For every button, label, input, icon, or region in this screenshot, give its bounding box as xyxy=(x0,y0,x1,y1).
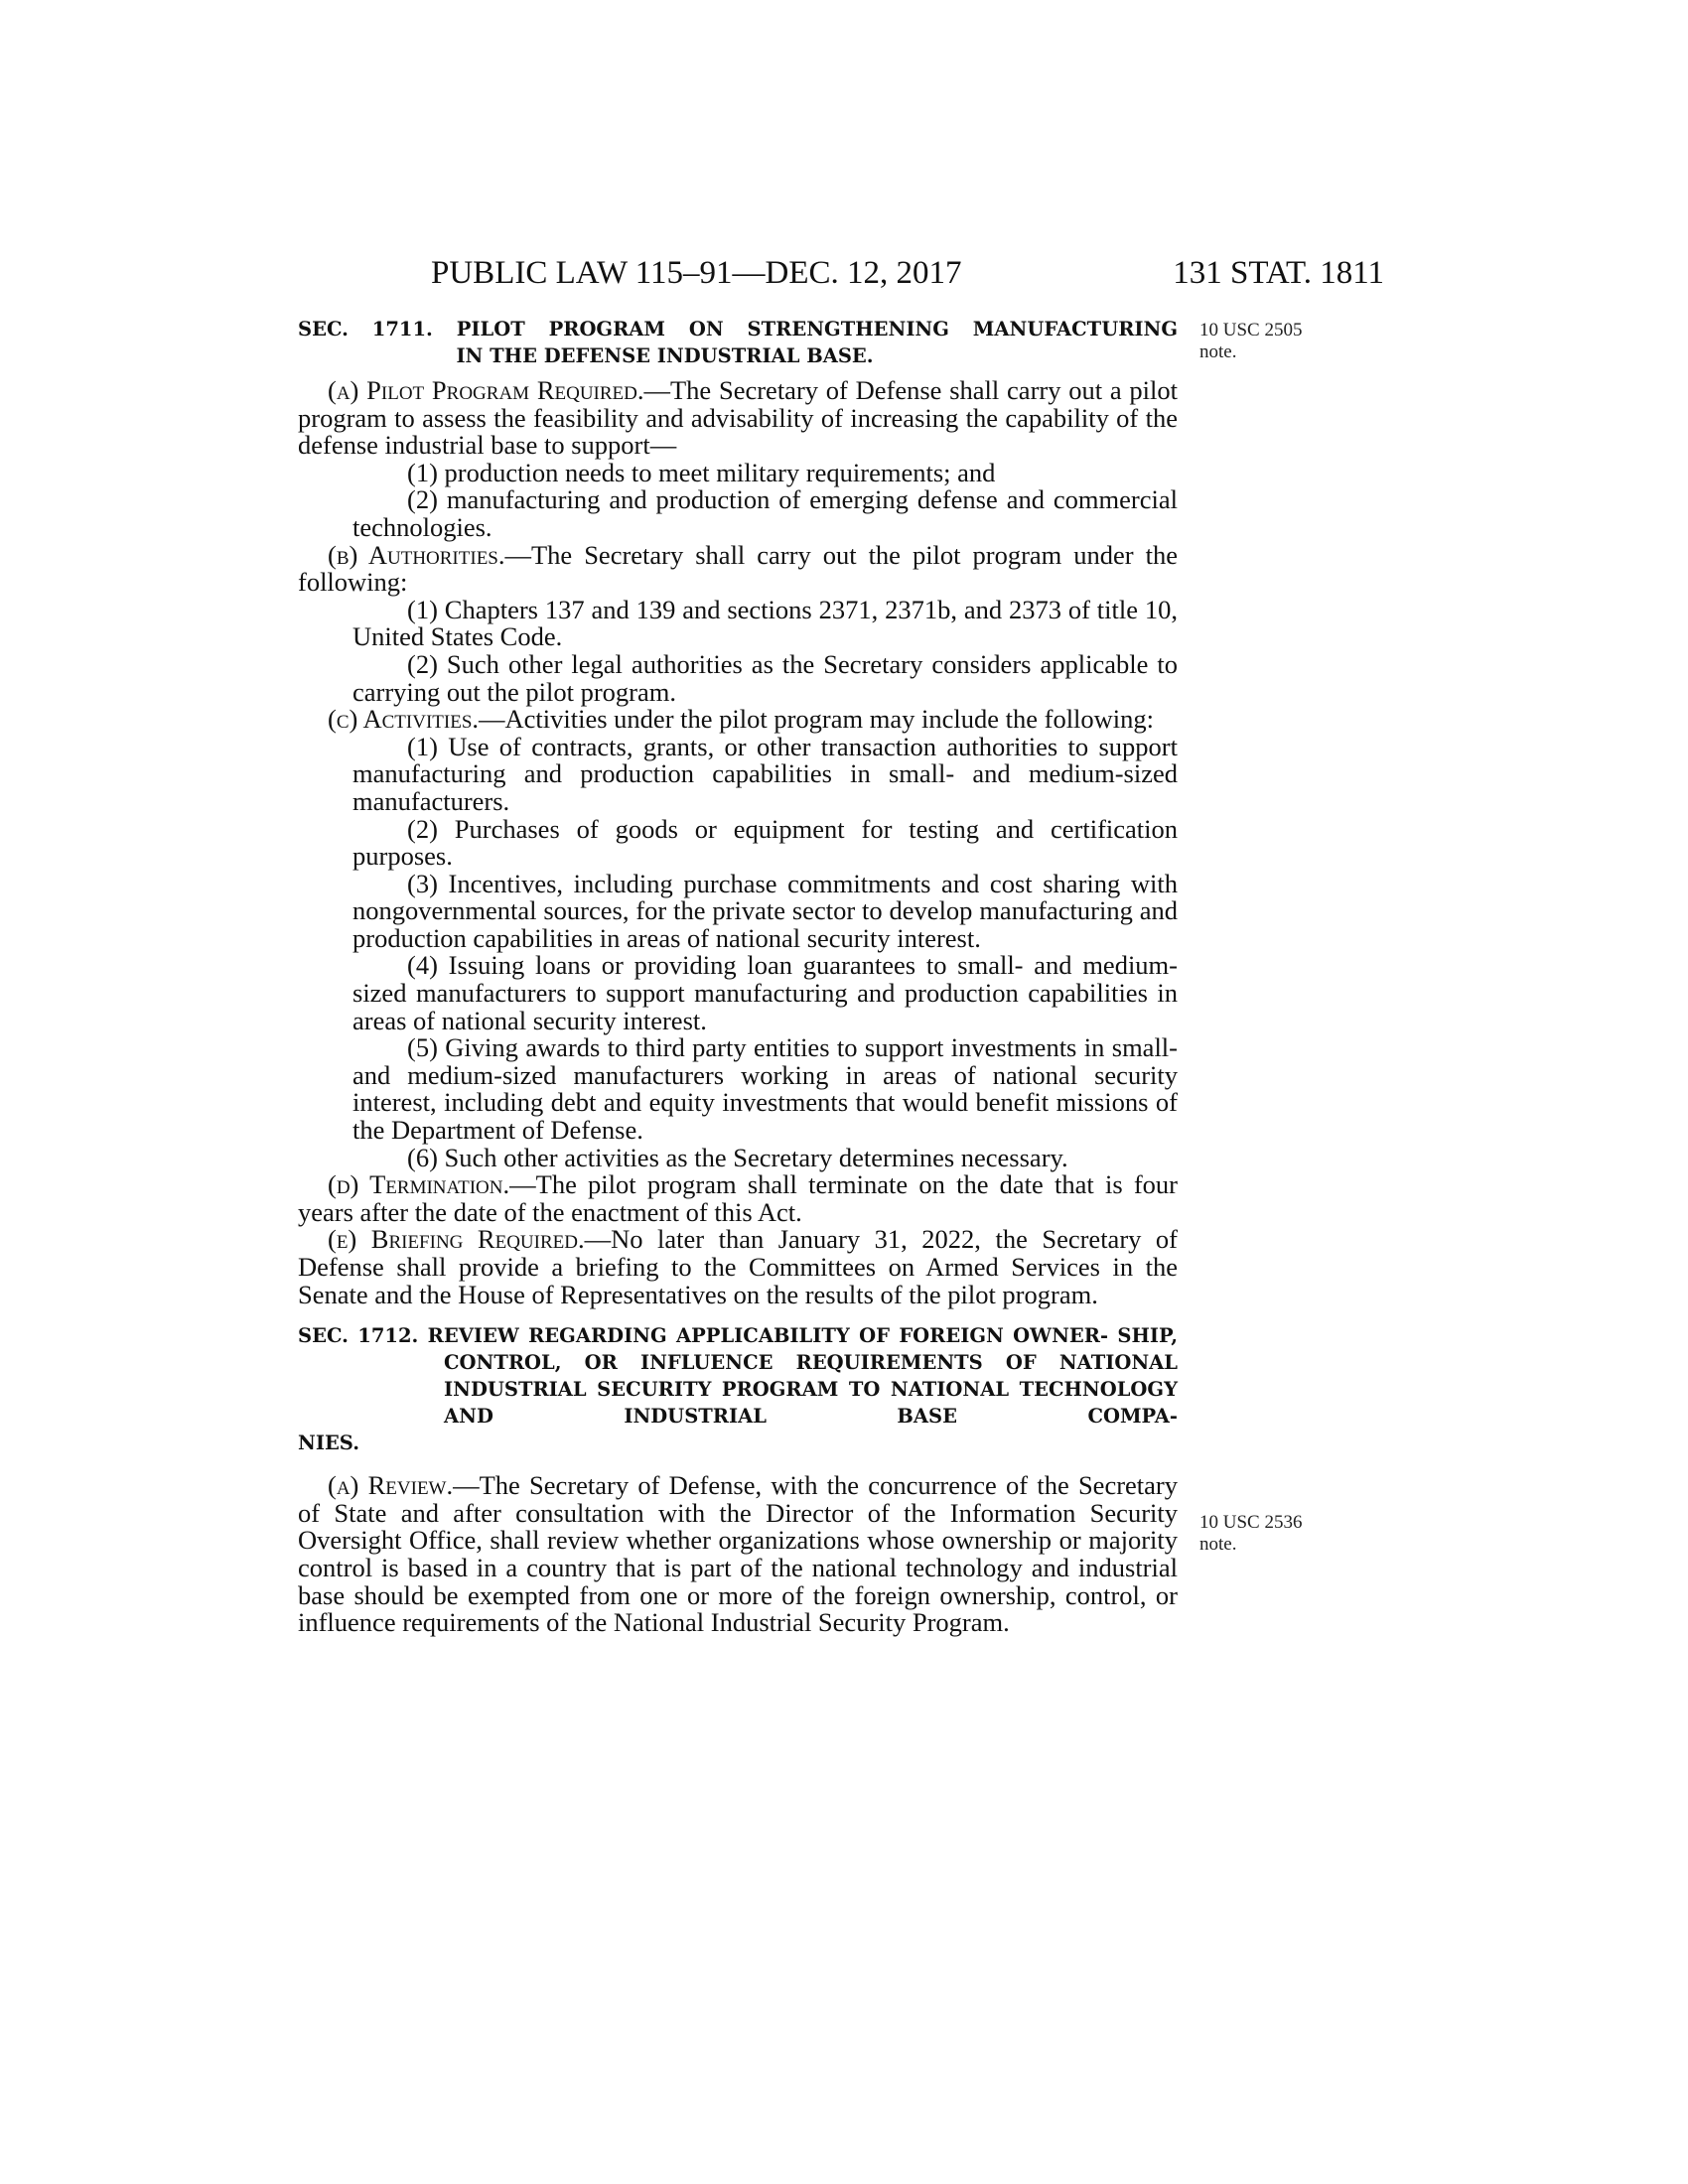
margin-note-sec1711: 10 USC 2505 note. xyxy=(1199,320,1303,362)
section-1712-heading: SEC. 1712. REVIEW REGARDING APPLICABILITY OF FOREIGN OWNER- SHIP, CONTROL, OR INFLUENCE REQUIREMENTS OF NATIONAL INDUSTRIAL SECURITY PROGRAM TO NATIONAL TECHNOLOGY AND INDUSTRIAL BASE COMPA- NIES. xyxy=(298,1324,1178,1455)
paragraph-c6: (6) Such other activities as the Secretary determines necessary. xyxy=(407,1142,1068,1172)
subsection-b: (b) Authorities.—The Secretary shall carry out the pilot program under the following: xyxy=(298,539,1179,598)
page-stat-ref: 131 STAT. 1811 xyxy=(1173,255,1384,291)
margin-note-sec1712: 10 USC 2536 note. xyxy=(1199,1512,1303,1555)
subsection-d: (d) Termination.—The pilot program shall terminate on the date that is four years after the date of the enactment of this Act. xyxy=(298,1169,1179,1227)
paragraph-c5: (5) Giving awards to third party entities to support investments in small- and medium-sized manufacturers working in areas of national security interest, including debt and equity investments that would benefit missions of the Department of Defense. xyxy=(352,1032,1178,1146)
subsection-1712-a: (a) Review.—The Secretary of Defense, with the concurrence of the Secretary of State and after consultation with the Director of the Information Security Oversight Office, shall review whether organizations whose ownership or majority control is based in a country that is part of the national technology and industrial base should be exempted from one or more of the foreign ownership, control, or influence requirements of the National Industrial Security Program. xyxy=(298,1470,1178,1638)
running-head: PUBLIC LAW 115–91—DEC. 12, 2017 xyxy=(431,255,962,291)
paragraph-b1: (1) Chapters 137 and 139 and sections 2371, 2371b, and 2373 of title 10, United States Code. xyxy=(352,594,1178,652)
document-body xyxy=(298,316,1178,1637)
paragraph-a1: (1) production needs to meet military requirements; and xyxy=(407,457,996,487)
subsection-a: (a) Pilot Program Required.—The Secretary of Defense shall carry out a pilot program to assess the feasibility and advisability of increasing the capability of the defense industrial base to support— xyxy=(298,375,1178,461)
subsection-c: (c) Activities.—Activities under the pilot program may include the following: xyxy=(328,704,1155,735)
paragraph-c2: (2) Purchases of goods or equipment for testing and certification purposes. xyxy=(352,813,1178,872)
subsection-e: (e) Briefing Required.—No later than January 31, 2022, the Secretary of Defense shall provide a briefing to the Committees on Armed Services in the Senate and the House of Representatives on the results of the pilot program. xyxy=(298,1224,1178,1309)
paragraph-c3: (3) Incentives, including purchase commitments and cost sharing with nongovernmental sources, for the private sector to develop manufacturing and production capabilities in areas of national security interest. xyxy=(352,868,1178,953)
running-header xyxy=(298,248,1384,298)
section-1711-heading: SEC. 1711. PILOT PROGRAM ON STRENGTHENING MANUFACTURING IN THE DEFENSE INDUSTRIAL BASE. xyxy=(298,318,1178,367)
paragraph-c4: (4) Issuing loans or providing loan guarantees to small- and medium-sized manufacturers to support manufacturing and production capabilities in areas of national security interest. xyxy=(352,950,1178,1035)
paragraph-b2: (2) Such other legal authorities as the Secretary considers applicable to carrying out the pilot program. xyxy=(352,648,1178,707)
paragraph-a2: (2) manufacturing and production of emerging defense and commercial technologies. xyxy=(352,484,1178,542)
paragraph-c1: (1) Use of contracts, grants, or other transaction authorities to support manufacturing and production capabilities in small- and medium-sized manufacturers. xyxy=(352,731,1178,816)
